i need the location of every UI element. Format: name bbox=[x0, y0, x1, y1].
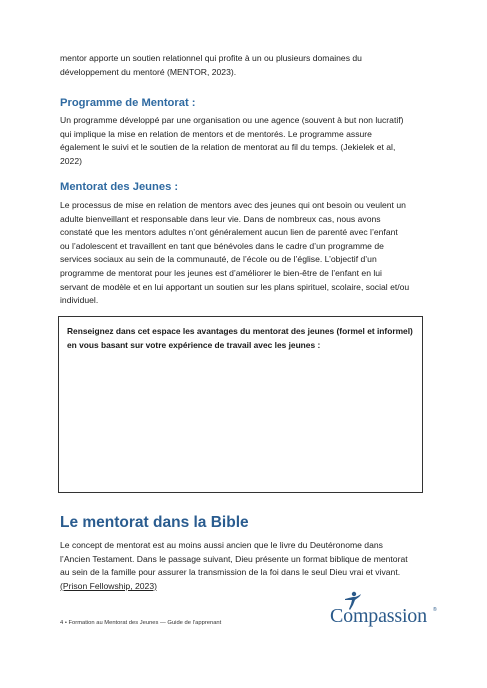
bible-line-1: Le concept de mentorat est au moins aussi ancien que le livre du Deutéronome dans bbox=[60, 540, 383, 550]
bible-citation: (Prison Fellowship, 2023) bbox=[60, 580, 157, 591]
exercise-prompt bbox=[67, 325, 419, 352]
jeunes-heading: Mentorat des Jeunes : bbox=[60, 181, 179, 193]
programme-line-3: également le suivi et le soutien de la relation de mentorat au fil du temps. (Jekielek et al, bbox=[60, 142, 396, 153]
logo-registered-mark: ® bbox=[433, 607, 437, 613]
jeunes-line-7: servant de modèle et en lui apportant un soutien sur les plans spirituel, scolaire, social et/ou bbox=[60, 281, 410, 292]
jeunes-line-8: individuel. bbox=[60, 295, 99, 306]
compassion-logo bbox=[330, 591, 440, 631]
jeunes-line-2: adulte bienveillant et responsable dans leur vie. Dans de nombreux cas, nous avons bbox=[60, 213, 381, 224]
footer-text: Formation au Mentorat des Jeunes — Guide de l’apprenant bbox=[68, 620, 222, 626]
footer-bullet: • bbox=[64, 620, 67, 626]
intro-line-2: développement du mentoré (MENTOR, 2023). bbox=[60, 66, 237, 77]
bible-line-3: au sein de la famille pour assurer la transmission de la foi dans le seul Dieu vrai et vivant. bbox=[60, 567, 401, 578]
bible-heading: Le mentorat dans la Bible bbox=[60, 514, 249, 531]
exercise-answer-area[interactable] bbox=[67, 355, 414, 484]
jeunes-line-3: constaté que les mentors adultes n’ont généralement aucun lien de parenté avec l’enfant bbox=[60, 227, 398, 238]
programme-heading: Programme de Mentorat : bbox=[60, 97, 196, 109]
intro-paragraph bbox=[60, 52, 432, 79]
jeunes-line-4: ou l’adolescent et travaillent en tant que bénévoles dans le cadre d’un programme de bbox=[60, 240, 384, 251]
jeunes-line-5: services sociaux au sein de la communauté, de l’école ou de l’église. L’objectif d’un bbox=[60, 254, 377, 265]
programme-line-4: 2022) bbox=[60, 155, 82, 166]
jeunes-line-6: programme de mentorat pour les jeunes est d’améliorer le bien-être de l’enfant en lui bbox=[60, 267, 382, 278]
exercise-box bbox=[58, 316, 423, 493]
programme-line-2: qui implique la mise en relation de mentors et de mentorés. Le programme assure bbox=[60, 128, 372, 139]
programme-paragraph bbox=[60, 114, 432, 168]
bible-line-2: l’Ancien Testament. Dans le passage suivant, Dieu présente un format biblique de mentorat bbox=[60, 553, 408, 564]
page-footer bbox=[60, 620, 221, 626]
logo-wordmark: Compassion bbox=[330, 605, 427, 627]
programme-line-1: Un programme développé par une organisation ou une agence (souvent à but non lucratif) bbox=[60, 115, 404, 125]
bible-paragraph bbox=[60, 539, 432, 593]
intro-line-1: mentor apporte un soutien relationnel qui profite à un ou plusieurs domaines du bbox=[60, 53, 362, 63]
footer-page-number: 4 bbox=[60, 620, 64, 626]
exercise-prompt-line-1: Renseignez dans cet espace les avantages du mentorat des jeunes (formel et informel) bbox=[67, 326, 413, 336]
exercise-prompt-line-2: en vous basant sur votre expérience de travail avec les jeunes : bbox=[67, 339, 321, 350]
jeunes-paragraph bbox=[60, 199, 432, 308]
jeunes-line-1: Le processus de mise en relation de mentors avec des jeunes qui ont besoin ou veulent un bbox=[60, 200, 406, 210]
